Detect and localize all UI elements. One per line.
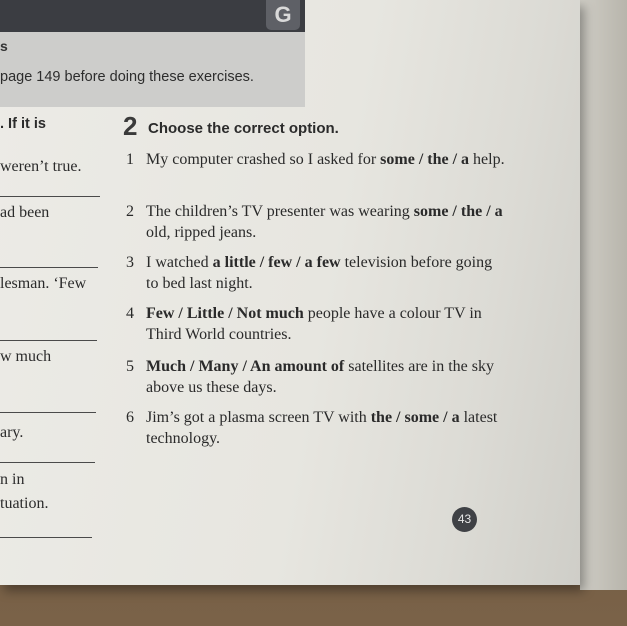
exercise-item-6	[126, 407, 506, 449]
item-number: 6	[126, 409, 134, 426]
item-text: latest technology.	[146, 409, 498, 447]
exercise-number: 2	[123, 111, 138, 141]
exercise-item-2	[126, 201, 506, 243]
item-text: television before going to bed last night.	[146, 254, 493, 292]
item-options: Few / Little / Not much	[146, 305, 304, 322]
item-number: 1	[126, 151, 134, 168]
item-text: My computer crashed so I asked for	[146, 151, 381, 168]
left-text-8: tuation.	[0, 495, 49, 512]
answer-line	[0, 340, 97, 341]
section-heading: s	[0, 38, 8, 54]
item-number: 3	[126, 254, 134, 271]
left-text-6: ary.	[0, 424, 24, 441]
item-options: some / the / a	[413, 203, 503, 220]
page-edge	[580, 0, 627, 590]
page-number: 43	[452, 507, 477, 532]
item-options: the / some / a	[370, 409, 460, 426]
header-bar	[0, 0, 305, 32]
answer-line	[0, 412, 96, 413]
item-text: I watched	[146, 254, 213, 271]
item-number: 2	[126, 203, 134, 220]
item-number: 5	[126, 358, 134, 375]
item-options: a little / few / a few	[212, 254, 341, 271]
exercise-title: Choose the correct option.	[148, 120, 339, 137]
left-text-2: weren’t true.	[0, 158, 82, 175]
item-text: old, ripped jeans.	[146, 224, 257, 241]
item-text: satellites are in the sky above us these days.	[146, 358, 494, 396]
reference-note: page 149 before doing these exercises.	[0, 69, 254, 85]
item-options: Much / Many / An amount of	[146, 358, 345, 375]
section-badge: G	[266, 0, 300, 30]
exercise-item-1	[126, 149, 506, 170]
answer-line	[0, 537, 92, 538]
item-text: Jim’s got a plasma screen TV with	[146, 409, 371, 426]
left-text-3: ad been	[0, 204, 50, 221]
answer-line	[0, 462, 95, 463]
left-text-5: w much	[0, 348, 52, 365]
answer-line	[0, 196, 100, 197]
left-text-1: . If it is	[0, 116, 46, 132]
item-text: people have a colour TV in Third World countries.	[146, 305, 482, 343]
item-text: The children’s TV presenter was wearing	[146, 203, 414, 220]
item-number: 4	[126, 305, 134, 322]
exercise-item-5	[126, 356, 506, 398]
exercise-item-3	[126, 252, 506, 294]
answer-line	[0, 267, 98, 268]
item-options: some / the / a	[380, 151, 470, 168]
exercise-item-4	[126, 303, 506, 345]
left-text-7: n in	[0, 471, 25, 488]
item-text: help.	[469, 151, 505, 168]
left-text-4: lesman. ‘Few	[0, 275, 87, 292]
